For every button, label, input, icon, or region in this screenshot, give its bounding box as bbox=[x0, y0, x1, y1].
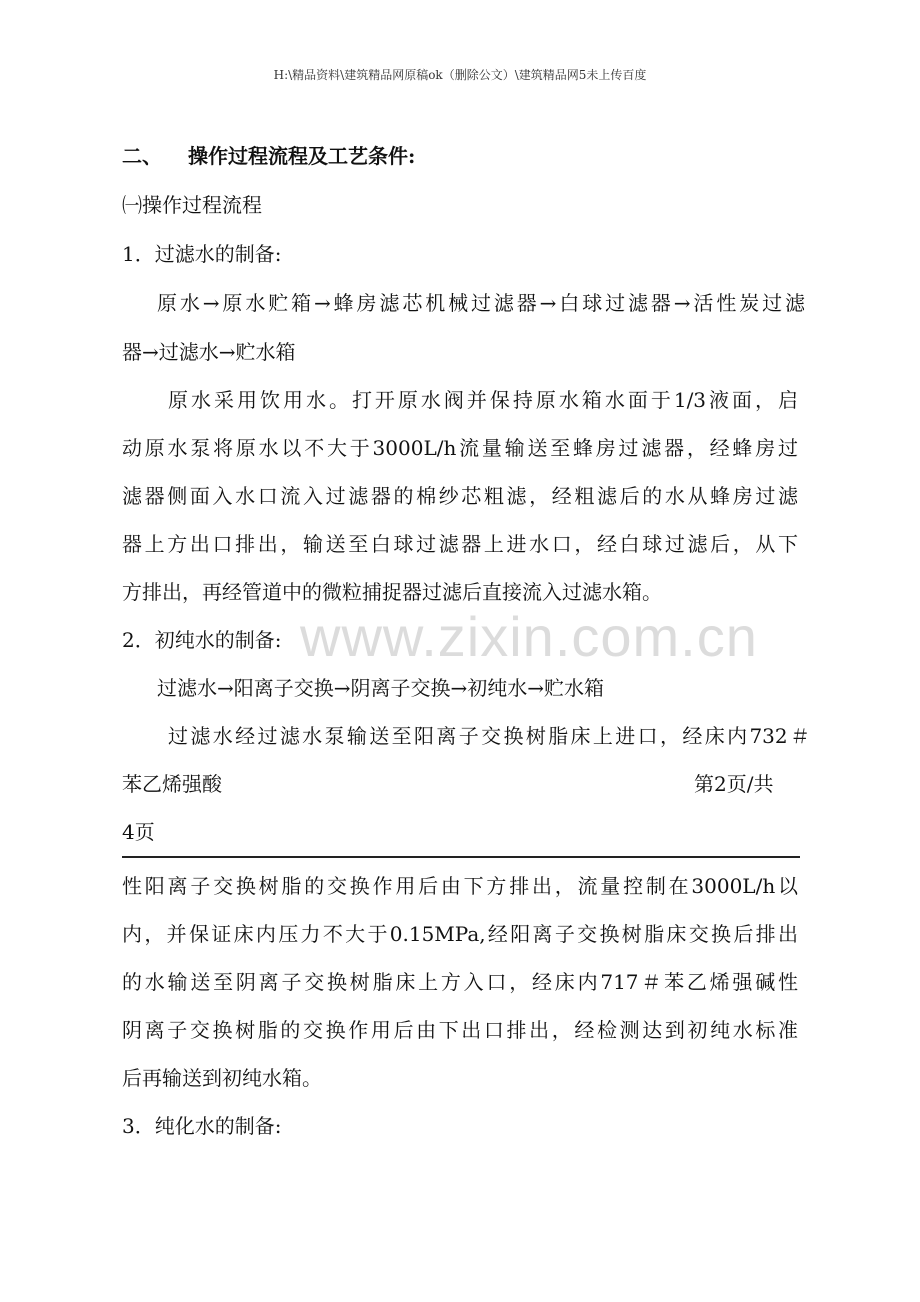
page-total: 4页 bbox=[122, 820, 155, 844]
paragraph-1-line-4: 器上方出口排出，输送至白球过滤器上进水口，经白球过滤后，从下 bbox=[122, 532, 798, 556]
paragraph-1-line-2: 动原水泵将原水以不大于3000L/h流量输送至蜂房过滤器，经蜂房过 bbox=[122, 436, 798, 460]
section-number: 二、 bbox=[122, 144, 162, 168]
paragraph-2-line-1: 过滤水经过滤水泵输送至阳离子交换树脂床上进口，经床内732＃ bbox=[168, 724, 810, 748]
paragraph-2-line-2: 苯乙烯强酸 bbox=[122, 772, 222, 796]
paragraph-3-line-3: 的水输送至阴离子交换树脂床上方入口，经床内717＃苯乙烯强碱性 bbox=[122, 970, 798, 994]
paragraph-1-line-1: 原水采用饮用水。打开原水阀并保持原水箱水面于1/3液面，启 bbox=[168, 388, 798, 412]
flow-1-line-1: 原水→原水贮箱→蜂房滤芯机械过滤器→白球过滤器→活性炭过滤 bbox=[157, 291, 805, 315]
paragraph-3-line-1: 性阳离子交换树脂的交换作用后由下方排出，流量控制在3000L/h以 bbox=[122, 874, 798, 898]
paragraph-3-line-5: 后再输送到初纯水箱。 bbox=[122, 1066, 322, 1090]
paragraph-3-line-4: 阴离子交换树脂的交换作用后由下出口排出，经检测达到初纯水标准 bbox=[122, 1018, 798, 1042]
file-path-header: H:\精品资料\建筑精品网原稿ok（删除公文）\建筑精品网5未上传百度 bbox=[273, 68, 647, 82]
item-2-title: 2．初纯水的制备: bbox=[122, 628, 282, 652]
subsection-title: ㈠操作过程流程 bbox=[122, 193, 262, 217]
paragraph-3-line-2: 内，并保证床内压力不大于0.15MPa,经阳离子交换树脂床交换后排出 bbox=[122, 922, 798, 946]
item-3-title: 3．纯化水的制备: bbox=[122, 1114, 282, 1138]
section-title: 操作过程流程及工艺条件: bbox=[188, 144, 416, 168]
paragraph-1-line-3: 滤器侧面入水口流入过滤器的棉纱芯粗滤，经粗滤后的水从蜂房过滤 bbox=[122, 484, 798, 508]
flow-1-line-2: 器→过滤水→贮水箱 bbox=[122, 340, 296, 364]
page-divider bbox=[122, 856, 800, 858]
paragraph-1-line-5: 方排出，再经管道中的微粒捕捉器过滤后直接流入过滤水箱。 bbox=[122, 580, 662, 604]
site-watermark: www.zixin.com.cn bbox=[300, 605, 758, 668]
flow-2: 过滤水→阳离子交换→阴离子交换→初纯水→贮水箱 bbox=[157, 676, 605, 700]
page-number: 第2页/共 bbox=[694, 772, 774, 796]
item-1-title: 1．过滤水的制备: bbox=[122, 242, 282, 266]
